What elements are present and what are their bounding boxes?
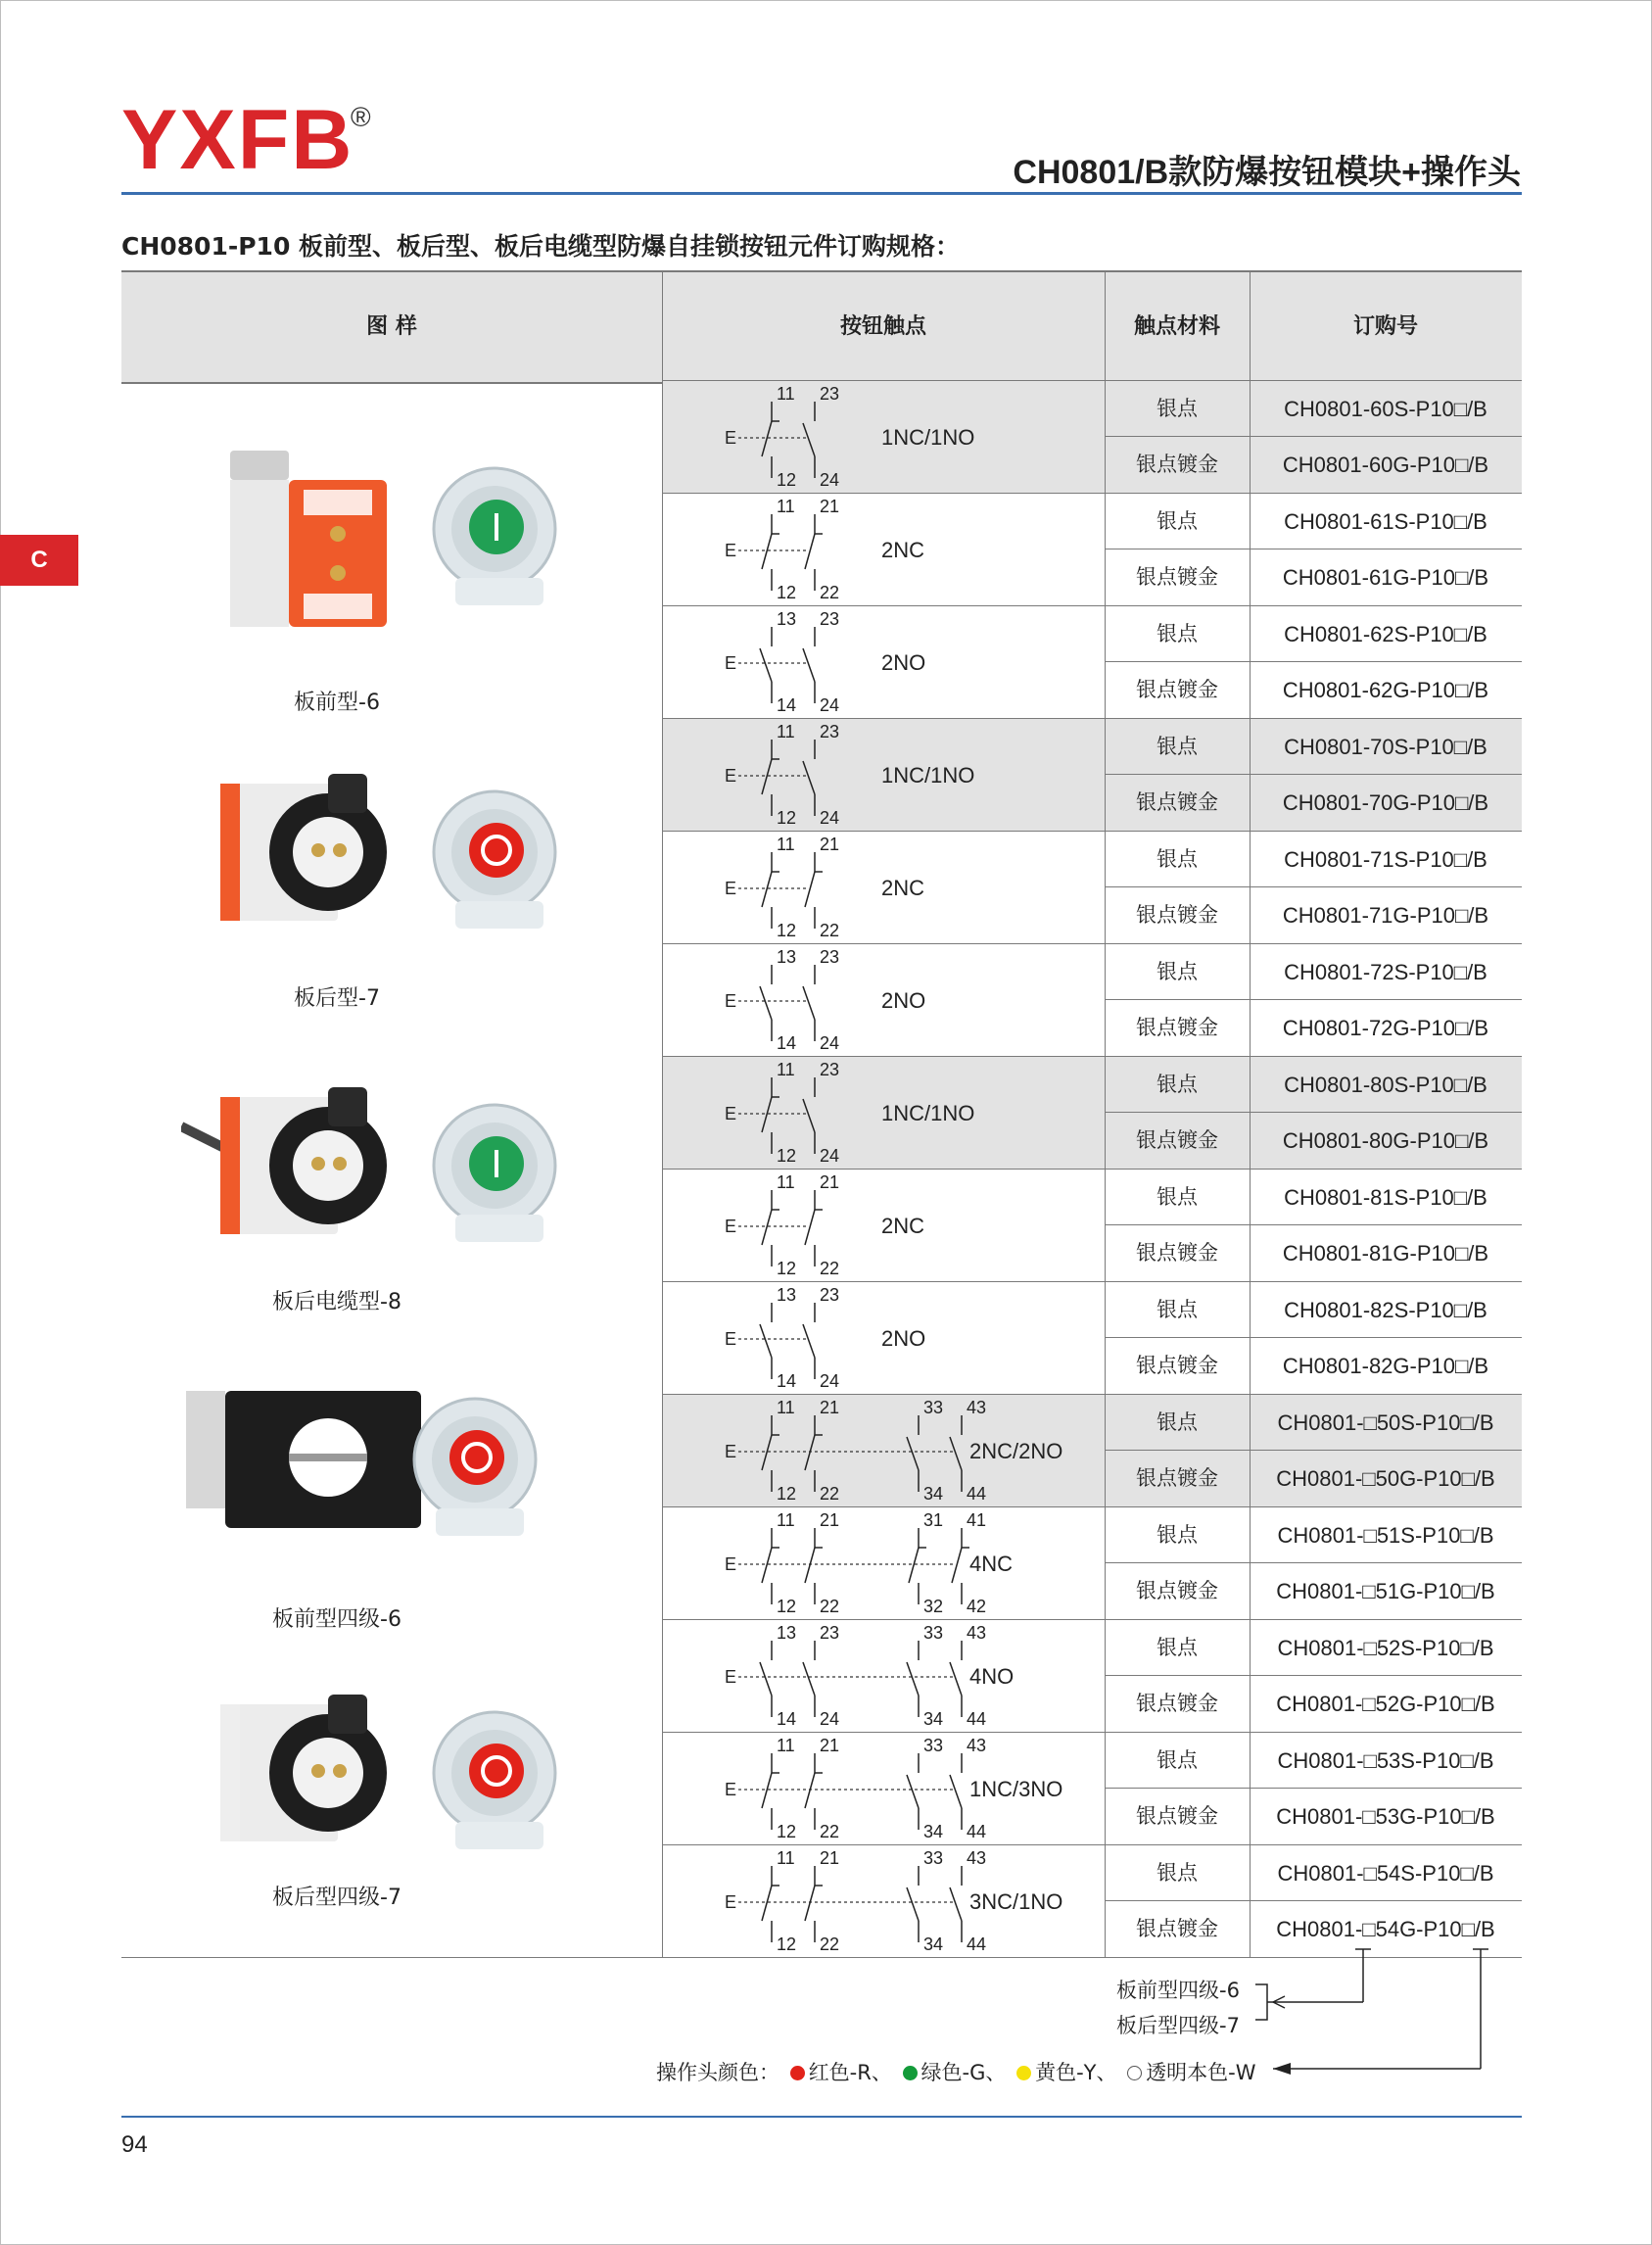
material-cell: 银点 — [1156, 622, 1198, 645]
contact-type-label: 4NO — [969, 1664, 1015, 1689]
terminal-label: 14 — [777, 1709, 797, 1729]
contact-diagram — [676, 1732, 1224, 1844]
material-cell: 银点 — [1156, 1073, 1198, 1096]
order-number-cell: CH0801-70S-P10□/B — [1284, 735, 1487, 759]
terminal-label: 23 — [820, 947, 840, 967]
column-divider — [1105, 270, 1106, 1957]
sep: 、 — [1096, 2061, 1117, 2084]
order-number-cell: CH0801-□54S-P10□/B — [1277, 1861, 1494, 1886]
order-number-cell: CH0801-□53S-P10□/B — [1277, 1748, 1494, 1773]
terminal-label: 24 — [820, 470, 840, 490]
terminal-label: 12 — [777, 1259, 797, 1278]
terminal-label: 43 — [967, 1848, 987, 1868]
material-cell: 银点镀金 — [1136, 1354, 1218, 1377]
order-number-cell: CH0801-72G-P10□/B — [1282, 1016, 1489, 1040]
terminal-label: 33 — [923, 1623, 944, 1643]
header-contact: 按钮触点 — [839, 314, 926, 339]
image-caption: 板前型-6 — [294, 691, 380, 715]
header-rule — [121, 192, 1522, 195]
material-cell: 银点镀金 — [1136, 678, 1218, 701]
terminal-label: 24 — [820, 695, 840, 715]
terminal-label: 11 — [777, 497, 795, 516]
terminal-label: 21 — [820, 1736, 840, 1755]
image-caption: 板后型-7 — [294, 986, 380, 1011]
terminal-label: 11 — [777, 384, 795, 404]
material-cell: 银点镀金 — [1136, 1579, 1218, 1602]
order-number-cell: CH0801-81G-P10□/B — [1282, 1241, 1489, 1266]
page-title: CH0801/B款防爆按钮模块+操作头 — [1013, 154, 1521, 191]
terminal-label: 12 — [777, 1822, 797, 1841]
color-note — [656, 2057, 1256, 2086]
terminal-label: 43 — [967, 1736, 987, 1755]
material-cell: 银点 — [1156, 509, 1198, 533]
terminal-label: 44 — [967, 1484, 987, 1504]
material-cell: 银点 — [1156, 735, 1198, 758]
contact-diagram — [676, 605, 1224, 718]
contact-type-label: 2NC — [881, 1214, 925, 1238]
contact-type-label: 1NC/3NO — [969, 1777, 1063, 1801]
terminal-label: 41 — [967, 1510, 987, 1530]
order-number-cell: CH0801-82S-P10□/B — [1284, 1298, 1487, 1322]
terminal-label: 24 — [820, 1709, 840, 1729]
product-image — [181, 431, 592, 656]
terminal-label: 42 — [967, 1597, 987, 1616]
material-cell: 银点 — [1156, 397, 1198, 420]
terminal-label: 22 — [820, 1259, 840, 1278]
order-number-cell: CH0801-□54G-P10□/B — [1276, 1917, 1495, 1941]
legend-rear-4pole: 板后型四级-7 — [1116, 2014, 1240, 2037]
order-number-cell: CH0801-80S-P10□/B — [1284, 1073, 1487, 1097]
terminal-label: 22 — [820, 921, 840, 940]
terminal-label: 12 — [777, 470, 797, 490]
order-number-cell: CH0801-□50S-P10□/B — [1277, 1410, 1494, 1435]
contact-diagram — [676, 1844, 1224, 1957]
terminal-label: 14 — [777, 695, 797, 715]
material-cell: 银点 — [1156, 1748, 1198, 1772]
green-dot-icon — [903, 2066, 918, 2080]
legend-front-4pole: 板前型四级-6 — [1116, 1979, 1240, 2002]
terminal-label: 22 — [820, 1484, 840, 1504]
terminal-label: 33 — [923, 1848, 944, 1868]
e-label: E — [725, 991, 737, 1011]
terminal-label: 23 — [820, 384, 840, 404]
terminal-label: 43 — [967, 1398, 987, 1417]
material-cell: 银点镀金 — [1136, 1128, 1218, 1152]
terminal-label: 21 — [820, 1398, 840, 1417]
terminal-label: 11 — [777, 1510, 795, 1530]
material-cell: 银点镀金 — [1136, 1466, 1218, 1490]
contact-diagram — [676, 380, 1224, 493]
order-number-cell: CH0801-60G-P10□/B — [1282, 453, 1489, 477]
terminal-label: 11 — [777, 1172, 795, 1192]
contact-type-label: 2NO — [881, 650, 926, 675]
column-divider — [662, 270, 663, 380]
terminal-label: 11 — [777, 835, 795, 854]
material-cell: 银点 — [1156, 1185, 1198, 1209]
e-label: E — [725, 879, 737, 898]
terminal-label: 22 — [820, 1822, 840, 1841]
contact-type-label: 2NO — [881, 988, 926, 1013]
terminal-label: 23 — [820, 1623, 840, 1643]
yellow-dot-icon — [1016, 2066, 1031, 2080]
terminal-label: 33 — [923, 1398, 944, 1417]
order-number-cell: CH0801-81S-P10□/B — [1284, 1185, 1487, 1210]
header-material: 触点材料 — [1133, 314, 1220, 339]
order-number-cell: CH0801-70G-P10□/B — [1282, 790, 1489, 815]
color-green: 绿色-G — [920, 2061, 986, 2084]
terminal-label: 24 — [820, 1371, 840, 1391]
footer-rule — [121, 2116, 1522, 2118]
terminal-label: 22 — [820, 1597, 840, 1616]
order-number-cell: CH0801-□53G-P10□/B — [1276, 1804, 1495, 1829]
product-image — [181, 754, 592, 979]
registered-mark: ® — [351, 102, 371, 132]
contact-diagram — [676, 1394, 1224, 1506]
e-label: E — [725, 653, 737, 673]
column-divider — [662, 380, 663, 1957]
product-image — [181, 1675, 592, 1900]
product-image — [181, 1371, 592, 1597]
order-number-cell: CH0801-62S-P10□/B — [1284, 622, 1487, 646]
contact-type-label: 2NO — [881, 1326, 926, 1351]
terminal-label: 24 — [820, 1146, 840, 1166]
terminal-label: 21 — [820, 835, 840, 854]
order-number-cell: CH0801-71G-P10□/B — [1282, 903, 1489, 928]
terminal-label: 21 — [820, 1172, 840, 1192]
page-number: 94 — [121, 2131, 148, 2158]
terminal-label: 31 — [923, 1510, 944, 1530]
material-cell: 银点 — [1156, 960, 1198, 983]
terminal-label: 12 — [777, 921, 797, 940]
section-tab[interactable]: C — [0, 535, 78, 586]
material-cell: 银点镀金 — [1136, 1692, 1218, 1715]
contact-type-label: 2NC — [881, 538, 925, 562]
terminal-label: 44 — [967, 1935, 987, 1954]
sep: 、 — [871, 2061, 892, 2084]
product-image — [181, 1068, 592, 1293]
color-yellow: 黄色-Y — [1035, 2061, 1097, 2084]
terminal-label: 11 — [777, 1736, 795, 1755]
e-label: E — [725, 766, 737, 786]
contact-diagram — [676, 718, 1224, 831]
terminal-label: 11 — [777, 1398, 795, 1417]
e-label: E — [725, 1667, 737, 1687]
order-number-cell: CH0801-80G-P10□/B — [1282, 1128, 1489, 1153]
header-order: 订购号 — [1352, 314, 1418, 339]
material-cell: 银点镀金 — [1136, 1804, 1218, 1828]
e-label: E — [725, 1442, 737, 1461]
material-cell: 银点镀金 — [1136, 453, 1218, 476]
section-subtitle: CH0801-P10 板前型、板后型、板后电缆型防爆自挂锁按钮元件订购规格： — [121, 232, 961, 261]
terminal-label: 12 — [777, 1146, 797, 1166]
contact-type-label: 4NC — [969, 1552, 1014, 1576]
order-number-cell: CH0801-□52G-P10□/B — [1276, 1692, 1495, 1716]
order-number-cell: CH0801-72S-P10□/B — [1284, 960, 1487, 984]
terminal-label: 33 — [923, 1736, 944, 1755]
order-number-cell: CH0801-□51S-P10□/B — [1277, 1523, 1494, 1548]
material-cell: 银点 — [1156, 1636, 1198, 1659]
order-number-cell: CH0801-61S-P10□/B — [1284, 509, 1487, 534]
table-header — [121, 270, 1522, 384]
terminal-label: 11 — [777, 722, 795, 741]
red-dot-icon — [790, 2066, 805, 2080]
header-image: 图 样 — [366, 314, 417, 339]
contact-diagram — [676, 1169, 1224, 1281]
terminal-label: 13 — [777, 947, 797, 967]
material-cell: 银点镀金 — [1136, 1016, 1218, 1039]
white-dot-icon — [1127, 2066, 1142, 2080]
material-cell: 银点镀金 — [1136, 903, 1218, 927]
terminal-label: 43 — [967, 1623, 987, 1643]
terminal-label: 34 — [923, 1709, 944, 1729]
terminal-label: 12 — [777, 808, 797, 828]
e-label: E — [725, 1892, 737, 1912]
order-number-cell: CH0801-□52S-P10□/B — [1277, 1636, 1494, 1660]
column-divider — [1250, 270, 1251, 1957]
terminal-label: 12 — [777, 1484, 797, 1504]
terminal-label: 13 — [777, 1623, 797, 1643]
contact-type-label: 1NC/1NO — [881, 425, 975, 450]
terminal-label: 21 — [820, 497, 840, 516]
terminal-label: 34 — [923, 1822, 944, 1841]
material-cell: 银点镀金 — [1136, 1241, 1218, 1265]
terminal-label: 23 — [820, 1060, 840, 1079]
terminal-label: 14 — [777, 1371, 797, 1391]
e-label: E — [725, 1780, 737, 1799]
order-number-cell: CH0801-82G-P10□/B — [1282, 1354, 1489, 1378]
e-label: E — [725, 1104, 737, 1123]
e-label: E — [725, 1554, 737, 1574]
terminal-label: 34 — [923, 1935, 944, 1954]
contact-diagram — [676, 831, 1224, 943]
order-number-cell: CH0801-62G-P10□/B — [1282, 678, 1489, 702]
contact-diagram — [676, 1056, 1224, 1169]
contact-diagram — [676, 1281, 1224, 1394]
terminal-label: 21 — [820, 1848, 840, 1868]
sep: 、 — [985, 2061, 1007, 2084]
terminal-label: 12 — [777, 1935, 797, 1954]
e-label: E — [725, 541, 737, 560]
terminal-label: 32 — [923, 1597, 944, 1616]
terminal-label: 34 — [923, 1484, 944, 1504]
order-number-cell: CH0801-□50G-P10□/B — [1276, 1466, 1495, 1491]
terminal-label: 23 — [820, 722, 840, 741]
terminal-label: 13 — [777, 1285, 797, 1305]
material-cell: 银点 — [1156, 1861, 1198, 1885]
image-caption: 板前型四级-6 — [272, 1607, 401, 1632]
contact-diagram — [676, 1506, 1224, 1619]
terminal-label: 12 — [777, 583, 797, 602]
order-number-cell: CH0801-□51G-P10□/B — [1276, 1579, 1495, 1603]
contact-type-label: 2NC/2NO — [969, 1439, 1063, 1463]
terminal-label: 22 — [820, 583, 840, 602]
terminal-label: 23 — [820, 609, 840, 629]
material-cell: 银点 — [1156, 847, 1198, 871]
brand-logo: YXFB — [121, 93, 354, 187]
contact-diagram — [676, 493, 1224, 605]
contact-type-label: 1NC/1NO — [881, 763, 975, 788]
material-cell: 银点镀金 — [1136, 565, 1218, 589]
image-caption: 板后电缆型-8 — [272, 1290, 401, 1314]
color-red: 红色-R — [808, 2061, 872, 2084]
color-note-prefix: 操作头颜色： — [656, 2061, 779, 2084]
contact-type-label: 3NC/1NO — [969, 1889, 1063, 1914]
terminal-label: 22 — [820, 1935, 840, 1954]
terminal-label: 44 — [967, 1822, 987, 1841]
e-label: E — [725, 1329, 737, 1349]
contact-diagram — [676, 943, 1224, 1056]
material-cell: 银点 — [1156, 1410, 1198, 1434]
table-bottom-rule — [121, 1957, 1522, 1958]
terminal-label: 11 — [777, 1848, 795, 1868]
terminal-label: 44 — [967, 1709, 987, 1729]
terminal-label: 12 — [777, 1597, 797, 1616]
material-cell: 银点镀金 — [1136, 790, 1218, 814]
color-white: 透明本色-W — [1146, 2061, 1256, 2084]
contact-diagram — [676, 1619, 1224, 1732]
terminal-label: 24 — [820, 1033, 840, 1053]
material-cell: 银点 — [1156, 1523, 1198, 1547]
terminal-label: 24 — [820, 808, 840, 828]
order-number-cell: CH0801-71S-P10□/B — [1284, 847, 1487, 872]
order-number-cell: CH0801-60S-P10□/B — [1284, 397, 1487, 421]
material-cell: 银点 — [1156, 1298, 1198, 1321]
terminal-label: 23 — [820, 1285, 840, 1305]
contact-type-label: 2NC — [881, 876, 925, 900]
e-label: E — [725, 1217, 737, 1236]
e-label: E — [725, 428, 737, 448]
terminal-label: 14 — [777, 1033, 797, 1053]
terminal-label: 21 — [820, 1510, 840, 1530]
terminal-label: 13 — [777, 609, 797, 629]
contact-type-label: 1NC/1NO — [881, 1101, 975, 1125]
order-number-cell: CH0801-61G-P10□/B — [1282, 565, 1489, 590]
material-cell: 银点镀金 — [1136, 1917, 1218, 1940]
terminal-label: 11 — [777, 1060, 795, 1079]
image-caption: 板后型四级-7 — [272, 1886, 401, 1910]
